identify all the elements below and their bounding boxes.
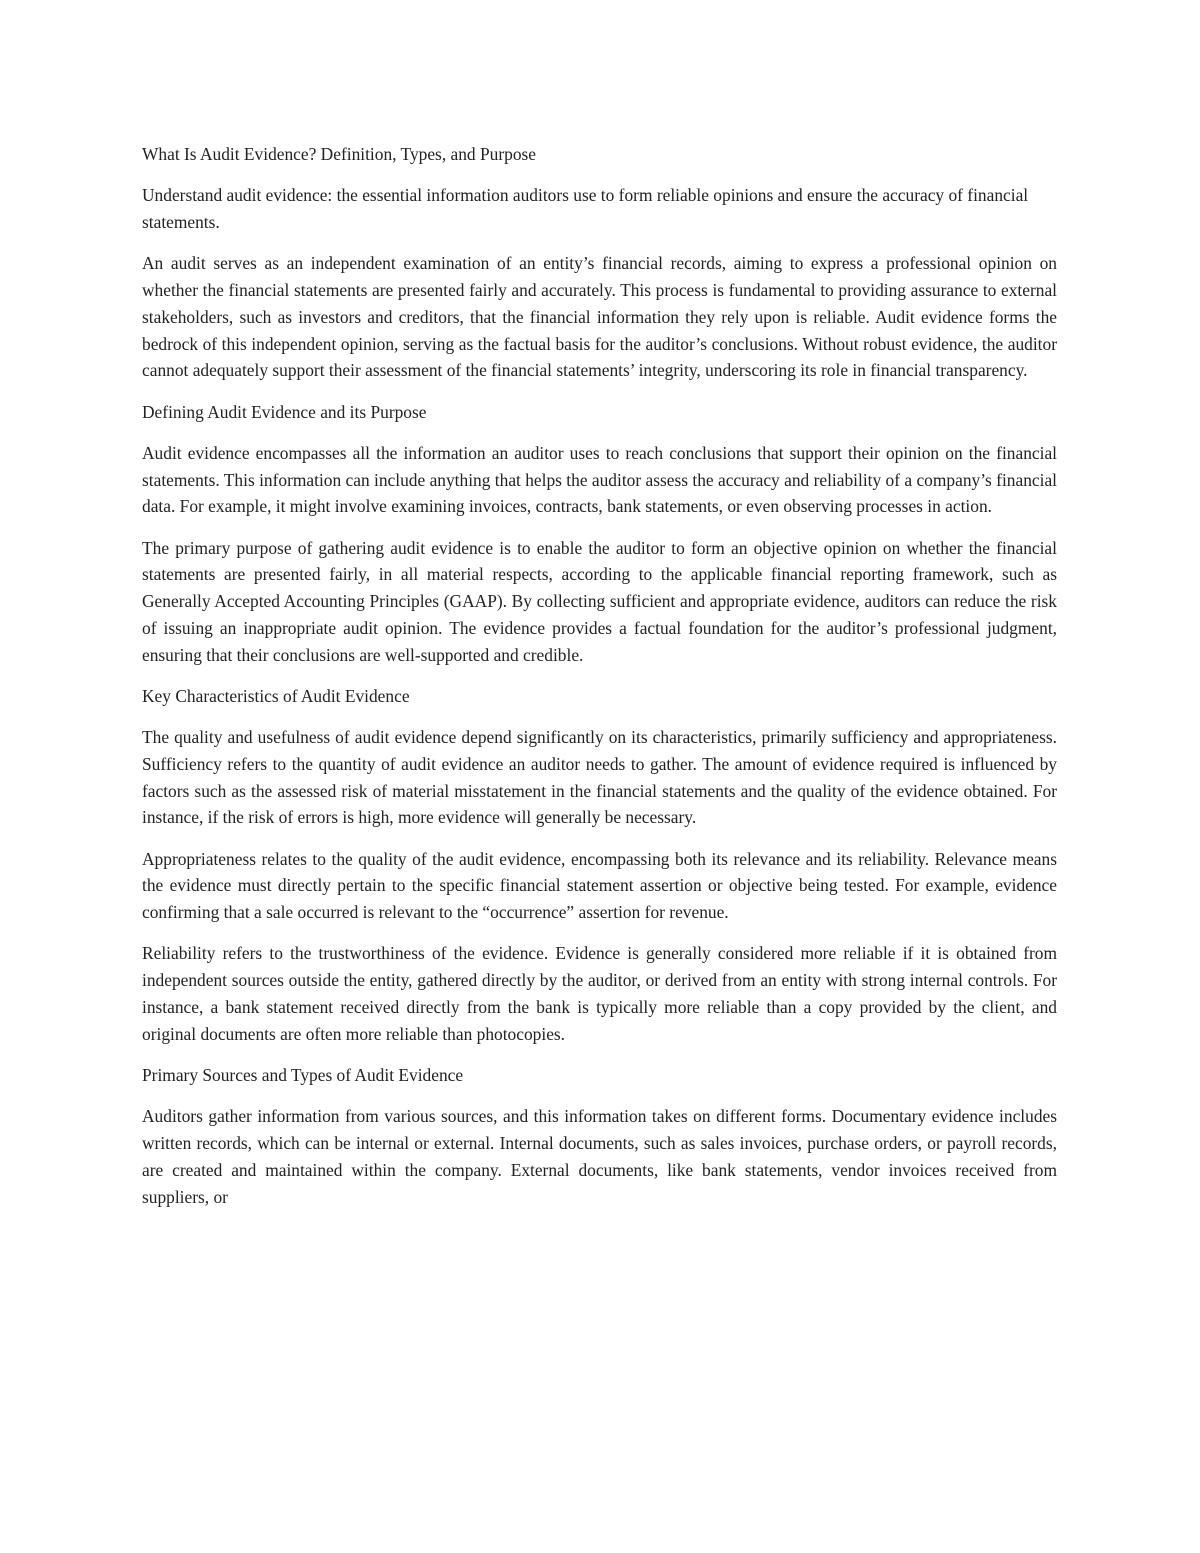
section-paragraph: Appropriateness relates to the quality of the audit evidence, encompassing both its relevance and its reliability. Relevance means the evidence must directly pertain to the specific financial statement assertion or objective being tested. For example, evidence confirming that a sale occurred is relevant to the “occurrence” assertion for revenue. bbox=[142, 848, 1057, 923]
section-paragraph: Auditors gather information from various sources, and this information takes on different forms. Documentary evidence includes written records, which can be internal or external. Internal documents, such as sales invoices, purchase orders, or payroll records, are created and maintained within the company. External documents, like bank statements, vendor invoices received from suppliers, or bbox=[142, 1106, 1057, 1207]
document-summary: Understand audit evidence: the essential information auditors use to form reliable opinions and ensure the accuracy of financial statements. bbox=[142, 185, 1029, 232]
section-paragraph: The primary purpose of gathering audit evidence is to enable the auditor to form an objective opinion on whether the financial statements are presented fairly, in all material respects, according to the applicable financial reporting framework, such as Generally Accepted Accounting Principles (GAAP). By collecting sufficient and appropriate evidence, auditors can reduce the risk of issuing an inappropriate audit opinion. The evidence provides a factual foundation for the auditor’s professional judgment, ensuring that their conclusions are well-supported and credible. bbox=[142, 537, 1057, 665]
section-paragraph: Reliability refers to the trustworthiness of the evidence. Evidence is generally considered more reliable if it is obtained from independent sources outside the entity, gathered directly by the auditor, or derived from an entity with strong internal controls. For instance, a bank statement received directly from the bank is typically more reliable than a copy provided by the client, and original documents are often more reliable than photocopies. bbox=[142, 943, 1057, 1044]
document-title: What Is Audit Evidence? Definition, Types, and Purpose bbox=[142, 144, 537, 164]
section-heading-characteristics: Key Characteristics of Audit Evidence bbox=[142, 685, 410, 706]
section-paragraph: Audit evidence encompasses all the information an auditor uses to reach conclusions that support their opinion on the financial statements. This information can include anything that helps the auditor assess the accuracy and reliability of a company’s financial data. For example, it might involve examining invoices, contracts, bank statements, or even observing processes in action. bbox=[142, 442, 1057, 517]
section-paragraph: The quality and usefulness of audit evidence depend significantly on its characteristics, primarily sufficiency and appropriateness. Sufficiency refers to the quantity of audit evidence an auditor needs to gather. The amount of evidence required is influenced by factors such as the assessed risk of material misstatement in the financial statements and the quality of the evidence obtained. For instance, if the risk of errors is high, more evidence will generally be necessary. bbox=[142, 727, 1057, 828]
intro-paragraph: An audit serves as an independent examination of an entity’s financial records, aiming to express a professional opinion on whether the financial statements are presented fairly and accurately. This process is fundamental to providing assurance to external stakeholders, such as investors and creditors, that the financial information they rely upon is reliable. Audit evidence forms the bedrock of this independent opinion, serving as the factual basis for the auditor’s conclusions. Without robust evidence, the auditor cannot adequately support their assessment of the financial statements’ integrity, underscoring its role in financial transparency. bbox=[142, 253, 1057, 381]
document-page bbox=[142, 141, 1057, 1225]
section-heading-sources: Primary Sources and Types of Audit Evidence bbox=[142, 1065, 464, 1086]
section-heading-defining: Defining Audit Evidence and its Purpose bbox=[142, 401, 427, 422]
